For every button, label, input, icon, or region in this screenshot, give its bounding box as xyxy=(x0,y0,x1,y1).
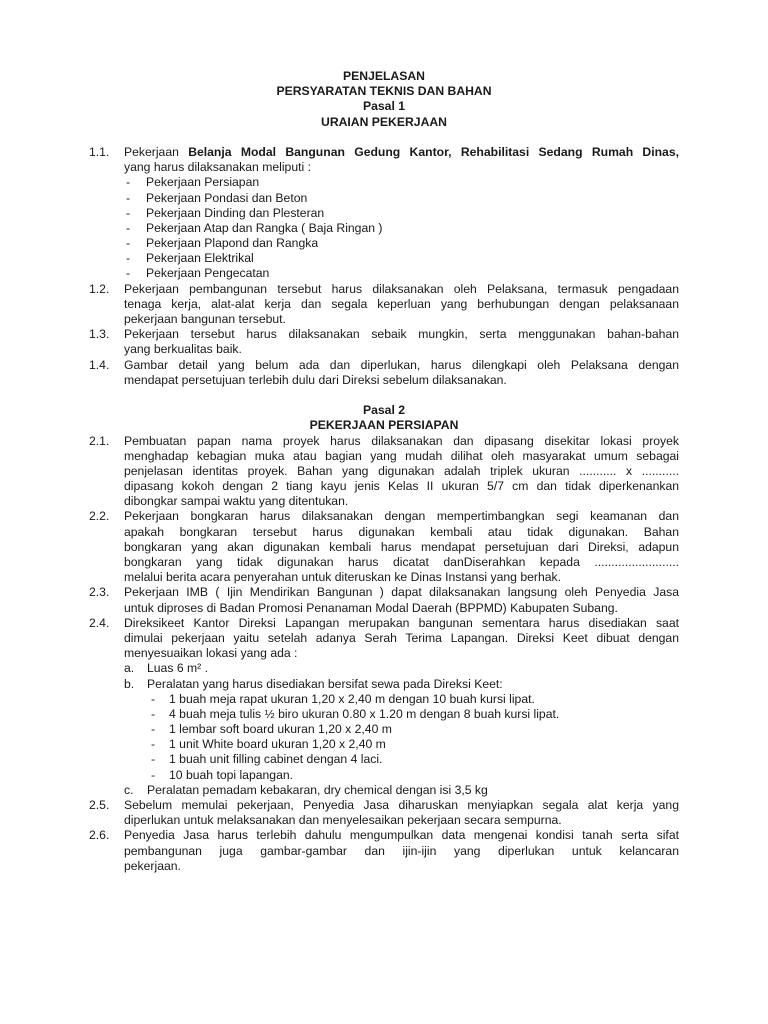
text-line xyxy=(0,99,768,114)
text-line xyxy=(0,722,768,737)
bullet-dash: - xyxy=(151,752,156,767)
text-line xyxy=(0,358,768,373)
text-line xyxy=(0,312,768,327)
bullet-item: Pekerjaan Atap dan Rangka ( Baja Ringan ) xyxy=(146,220,383,235)
text-line xyxy=(0,844,768,859)
bullet-item: 1 buah unit filling cabinet dengan 4 laci. xyxy=(169,752,383,767)
text-line xyxy=(0,768,768,783)
document-page xyxy=(0,69,768,874)
text-line xyxy=(0,175,768,190)
item-number: 2.5. xyxy=(89,798,110,812)
bullet-item: Pekerjaan Dinding dan Plesteran xyxy=(146,205,325,220)
item-text xyxy=(124,145,679,160)
section-heading: PENJELASAN xyxy=(343,69,425,83)
item-number: 2.6. xyxy=(89,828,110,843)
bullet-dash: - xyxy=(126,251,131,266)
text-line xyxy=(0,115,768,130)
text-line xyxy=(0,509,768,524)
text-line xyxy=(0,418,768,433)
item-text: mendapat persetujuan terlebih dulu dari Direksi sebelum dilaksanakan. xyxy=(124,372,507,387)
bullet-item: 10 buah topi lapangan. xyxy=(169,767,294,782)
bullet-dash: - xyxy=(126,220,131,235)
text-line xyxy=(0,145,768,160)
text-line xyxy=(0,342,768,357)
item-text: Pekerjaan IMB ( Ijin Mendirikan Bangunan ) dapat dilaksanakan langsung oleh Penyedia Jasa xyxy=(124,585,679,600)
item-text: Pekerjaan tersebut harus dilaksanakan sebaik mungkin, serta menggunakan bahan-bahan xyxy=(124,327,679,342)
text-line xyxy=(0,327,768,342)
bullet-item: 1 lembar soft board ukuran 1,20 x 2,40 m xyxy=(169,722,392,737)
text-line xyxy=(0,160,768,175)
text-line xyxy=(0,828,768,843)
bullet-dash: - xyxy=(151,737,156,752)
section-heading: Pasal 2 xyxy=(362,403,405,418)
text-line xyxy=(0,297,768,312)
bullet-item: Pekerjaan Pondasi dan Beton xyxy=(146,190,308,205)
text-line xyxy=(0,585,768,600)
text-line xyxy=(0,221,768,236)
text-line xyxy=(0,191,768,206)
bullet-dash: - xyxy=(151,767,156,782)
item-text: Pekerjaan bongkaran harus dilaksanakan dengan mempertimbangkan segi keamanan dan xyxy=(124,509,679,524)
item-text: yang berkualitas baik. xyxy=(124,342,242,357)
bullet-item: 1 buah meja rapat ukuran 1,20 x 2,40 m dengan 10 buah kursi lipat. xyxy=(169,691,535,706)
bullet-dash: - xyxy=(126,236,131,251)
text-line xyxy=(0,601,768,616)
item-text: dimulai pekerjaan yaitu setelah adanya Serah Terima Lapangan. Direksi Keet dibuat dengan xyxy=(124,630,679,645)
bullet-dash: - xyxy=(126,205,131,220)
bullet-item: 4 buah meja tulis ½ biro ukuran 0.80 x 1.20 m dengan 8 buah kursi lipat. xyxy=(169,706,560,721)
text-line xyxy=(0,373,768,388)
text-line xyxy=(0,282,768,297)
section-heading: PERSYARATAN TEKNIS DAN BAHAN xyxy=(276,84,492,99)
text-line xyxy=(0,130,768,145)
item-number: 2.3. xyxy=(89,585,110,600)
section-heading: URAIAN PEKERJAAN xyxy=(321,114,447,129)
bullet-dash: - xyxy=(151,706,156,721)
text-line xyxy=(0,449,768,464)
item-text: menyesuaikan lokasi yang ada : xyxy=(124,646,298,661)
item-text: tenaga kerja, alat-alat kerja dan segala keperluan yang berhubungan dengan pelaksanaan xyxy=(124,296,679,311)
text-line xyxy=(0,677,768,692)
text-line xyxy=(0,479,768,494)
item-text: dipasang kokoh dengan 2 tiang kayu jenis Kelas II ukuran 5/7 cm dan tidak diperkenankan xyxy=(124,479,679,494)
item-number: 2.1. xyxy=(89,433,110,448)
item-text: menghadap kebagian muka atau bagian yang mudah dilihat oleh masyarakat umum sebagai xyxy=(124,448,679,463)
text-line xyxy=(0,707,768,722)
item-bold-text: Belanja Modal Bangunan Gedung Kantor, Rehabilitasi Sedang Rumah Dinas, xyxy=(188,144,680,159)
item-text: untuk diproses di Badan Promosi Penanaman Modal Daerah (BPPMD) Kabupaten Subang. xyxy=(124,600,618,615)
sub-item-text: Peralatan yang harus disediakan bersifat sewa pada Direksi Keet: xyxy=(147,676,503,691)
item-text: Gambar detail yang belum ada dan diperlukan, harus dilengkapi oleh Pelaksana dengan xyxy=(124,357,679,372)
item-number: 1.4. xyxy=(89,357,110,372)
text-line xyxy=(0,84,768,99)
item-text: pekerjaan bangunan tersebut. xyxy=(124,312,286,326)
item-text: apakah bongkaran tersebut harus digunakan kembali atau tidak digunakan. Bahan xyxy=(124,524,679,539)
item-text: Pekerjaan pembangunan tersebut harus dilaksanakan oleh Pelaksana, termasuk pengadaan xyxy=(124,281,679,296)
sub-item-text: Peralatan pemadam kebakaran, dry chemical dengan isi 3,5 kg xyxy=(147,782,488,797)
item-text: penjelasan identitas proyek. Bahan yang digunakan adalah triplek ukuran ........... x ........... xyxy=(124,463,679,478)
item-text: diperlukan untuk melaksanakan dan menyelesaikan pekerjaan secara sempurna. xyxy=(124,813,562,828)
text-line xyxy=(0,661,768,676)
text-line xyxy=(0,798,768,813)
text-line xyxy=(0,555,768,570)
sub-item-letter: a. xyxy=(124,661,135,676)
bullet-dash: - xyxy=(126,190,131,205)
text-line xyxy=(0,540,768,555)
item-text: bongkaran yang akan digunakan kembali harus mendapat persetujuan dari Direksi, adapun xyxy=(124,539,679,554)
item-lead-text: Pekerjaan xyxy=(124,144,189,159)
text-line xyxy=(0,403,768,418)
item-text: Direksikeet Kantor Direksi Lapangan merupakan bangunan sementara harus disediakan saat xyxy=(124,615,679,630)
bullet-dash: - xyxy=(151,722,156,737)
sub-item-letter: b. xyxy=(124,676,135,691)
section-heading: Pasal 1 xyxy=(362,99,405,114)
text-line xyxy=(0,251,768,266)
text-line xyxy=(0,783,768,798)
bullet-dash: - xyxy=(151,691,156,706)
bullet-item: Pekerjaan Elektrikal xyxy=(146,251,254,266)
text-line xyxy=(0,813,768,828)
text-line xyxy=(0,692,768,707)
text-line xyxy=(0,859,768,874)
text-line xyxy=(0,737,768,752)
item-text: pekerjaan. xyxy=(124,858,181,873)
text-line xyxy=(0,494,768,509)
text-line xyxy=(0,266,768,281)
text-line xyxy=(0,206,768,221)
text-line xyxy=(0,646,768,661)
item-number: 1.1. xyxy=(89,144,110,159)
item-text: dibongkar sampai waktu yang ditentukan. xyxy=(124,494,349,509)
item-text: melalui berita acara penyerahan untuk diteruskan ke Dinas Instansi yang berhak. xyxy=(124,570,561,585)
bullet-item: Pekerjaan Plapond dan Rangka xyxy=(146,236,319,251)
item-text: pembangunan juga gambar-gambar dan ijin-ijin yang diperlukan untuk kelancaran xyxy=(124,843,679,858)
text-line xyxy=(0,236,768,251)
text-line xyxy=(0,69,768,84)
text-line xyxy=(0,752,768,767)
item-number: 1.2. xyxy=(89,281,110,296)
item-text: Penyedia Jasa harus terlebih dahulu mengumpulkan data mengenai kondisi tanah serta sifat xyxy=(124,828,679,843)
item-text: bongkaran yang tidak digunakan harus dicatat danDiserahkan kepada ......................... xyxy=(124,555,679,569)
item-text: Sebelum memulai pekerjaan, Penyedia Jasa diharuskan menyiapkan segala alat kerja yang xyxy=(124,798,679,812)
bullet-item: Pekerjaan Pengecatan xyxy=(146,266,270,281)
text-line xyxy=(0,570,768,585)
item-number: 1.3. xyxy=(89,327,110,342)
bullet-item: 1 unit White board ukuran 1,20 x 2,40 m xyxy=(169,737,386,752)
item-number: 2.2. xyxy=(89,509,110,524)
text-line xyxy=(0,464,768,479)
bullet-dash: - xyxy=(126,175,131,190)
section-heading: PEKERJAAN PERSIAPAN xyxy=(309,418,459,433)
text-line xyxy=(0,388,768,403)
bullet-item: Pekerjaan Persiapan xyxy=(146,175,260,190)
item-text: yang harus dilaksanakan meliputi : xyxy=(124,160,311,175)
sub-item-text: Luas 6 m² . xyxy=(147,661,208,676)
text-line xyxy=(0,434,768,449)
bullet-dash: - xyxy=(126,266,131,281)
text-line xyxy=(0,631,768,646)
text-line xyxy=(0,525,768,540)
text-line xyxy=(0,616,768,631)
item-text: Pembuatan papan nama proyek harus dilaksanakan dan dipasang disekitar lokasi proyek xyxy=(124,433,679,448)
sub-item-letter: c. xyxy=(124,782,134,797)
item-number: 2.4. xyxy=(89,615,110,630)
